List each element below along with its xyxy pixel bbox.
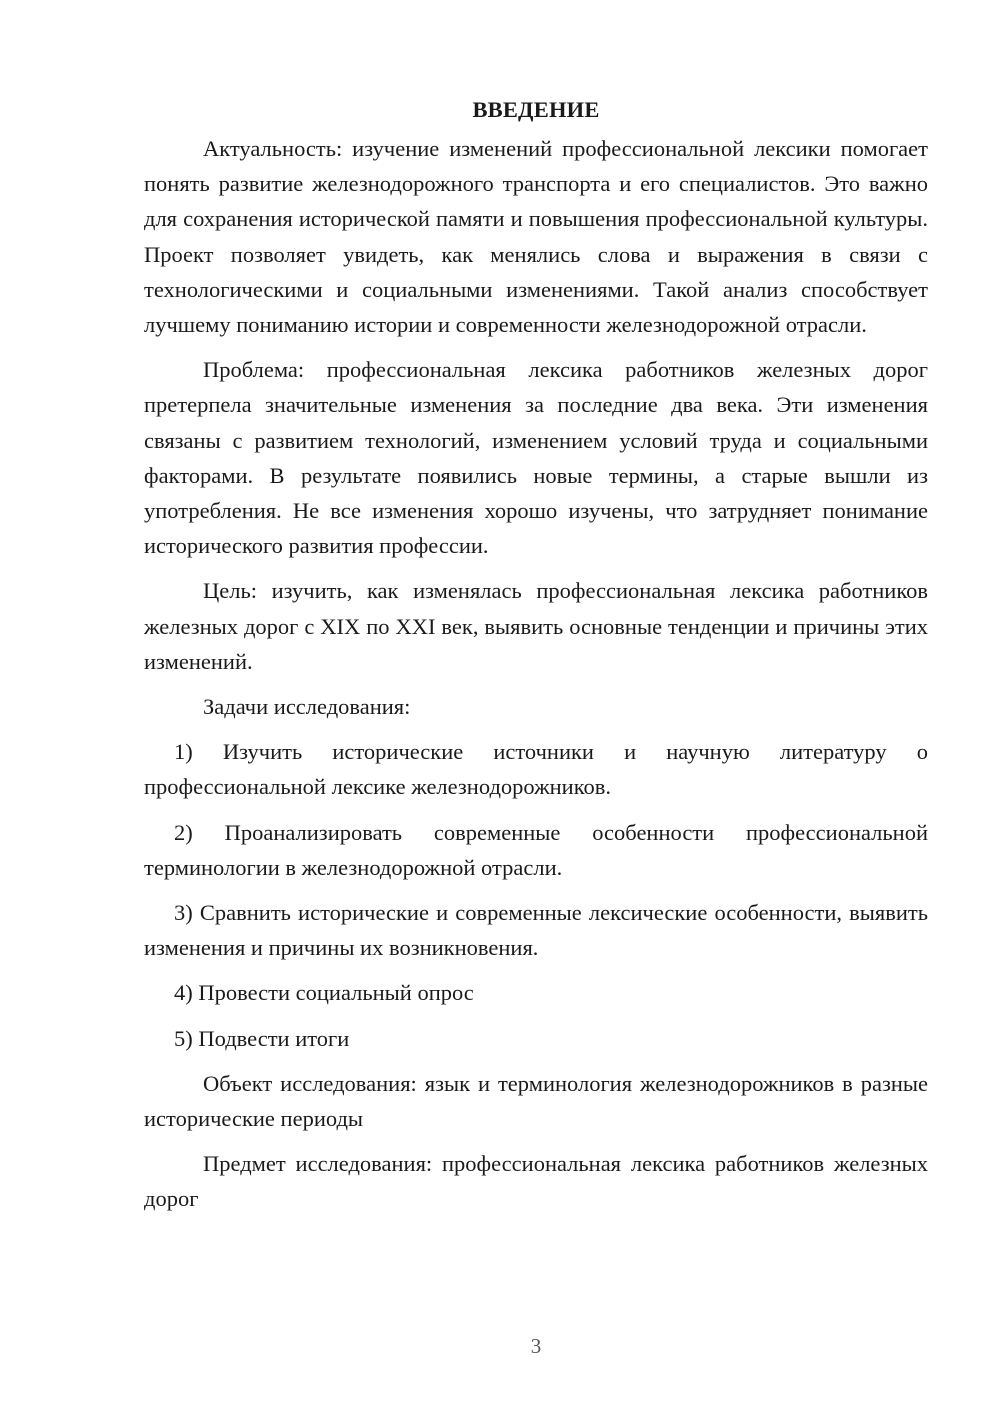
relevance-paragraph: Актуальность: изучение изменений профессиональной лексики помогает понять развитие железнодорожного транспорта и его специалистов. Это важно для сохранения исторической памяти и повышения профессиональной культуры. Проект позволяет увидеть, как менялись слова и выражения в связи с технологическими и социальными изменениями. Такой анализ способствует лучшему пониманию истории и современности железнодорожной отрасли. — [144, 136, 928, 338]
task-item-5: 5) Подвести итоги — [174, 1025, 350, 1051]
page-number: 3 — [530, 1334, 542, 1358]
task-item-3: 3) Сравнить исторические и современные лексические особенности, выявить изменения и причины их возникновения. — [144, 900, 928, 961]
problem-paragraph: Проблема: профессиональная лексика работников железных дорог претерпела значительные изменения за последние два века. Эти изменения связаны с развитием технологий, изменением условий труда и социальными факторами. В результате появились новые термины, а старые вышли из употребления. Не все изменения хорошо изучены, что затрудняет понимание исторического развития профессии. — [144, 357, 928, 559]
goal-paragraph: Цель: изучить, как изменялась профессиональная лексика работников железных дорог с XIX по XXI век, выявить основные тенденции и причины этих изменений. — [144, 578, 928, 674]
object-paragraph: Объект исследования: язык и терминология железнодорожников в разные исторические периоды — [144, 1070, 928, 1132]
task-item-2: 2) Проанализировать современные особенности профессиональной терминологии в железнодорожной отрасли. — [144, 819, 928, 880]
page-title: ВВЕДЕНИЕ — [472, 97, 600, 122]
task-item-4: 4) Провести социальный опрос — [174, 980, 474, 1006]
document-page — [144, 92, 928, 1227]
task-item-1: 1) Изучить исторические источники и научную литературу о профессиональной лексике железнодорожников. — [144, 739, 928, 800]
subject-paragraph: Предмет исследования: профессиональная лексика работников железных дорог — [144, 1151, 928, 1212]
tasks-title: Задачи исследования: — [203, 694, 411, 720]
